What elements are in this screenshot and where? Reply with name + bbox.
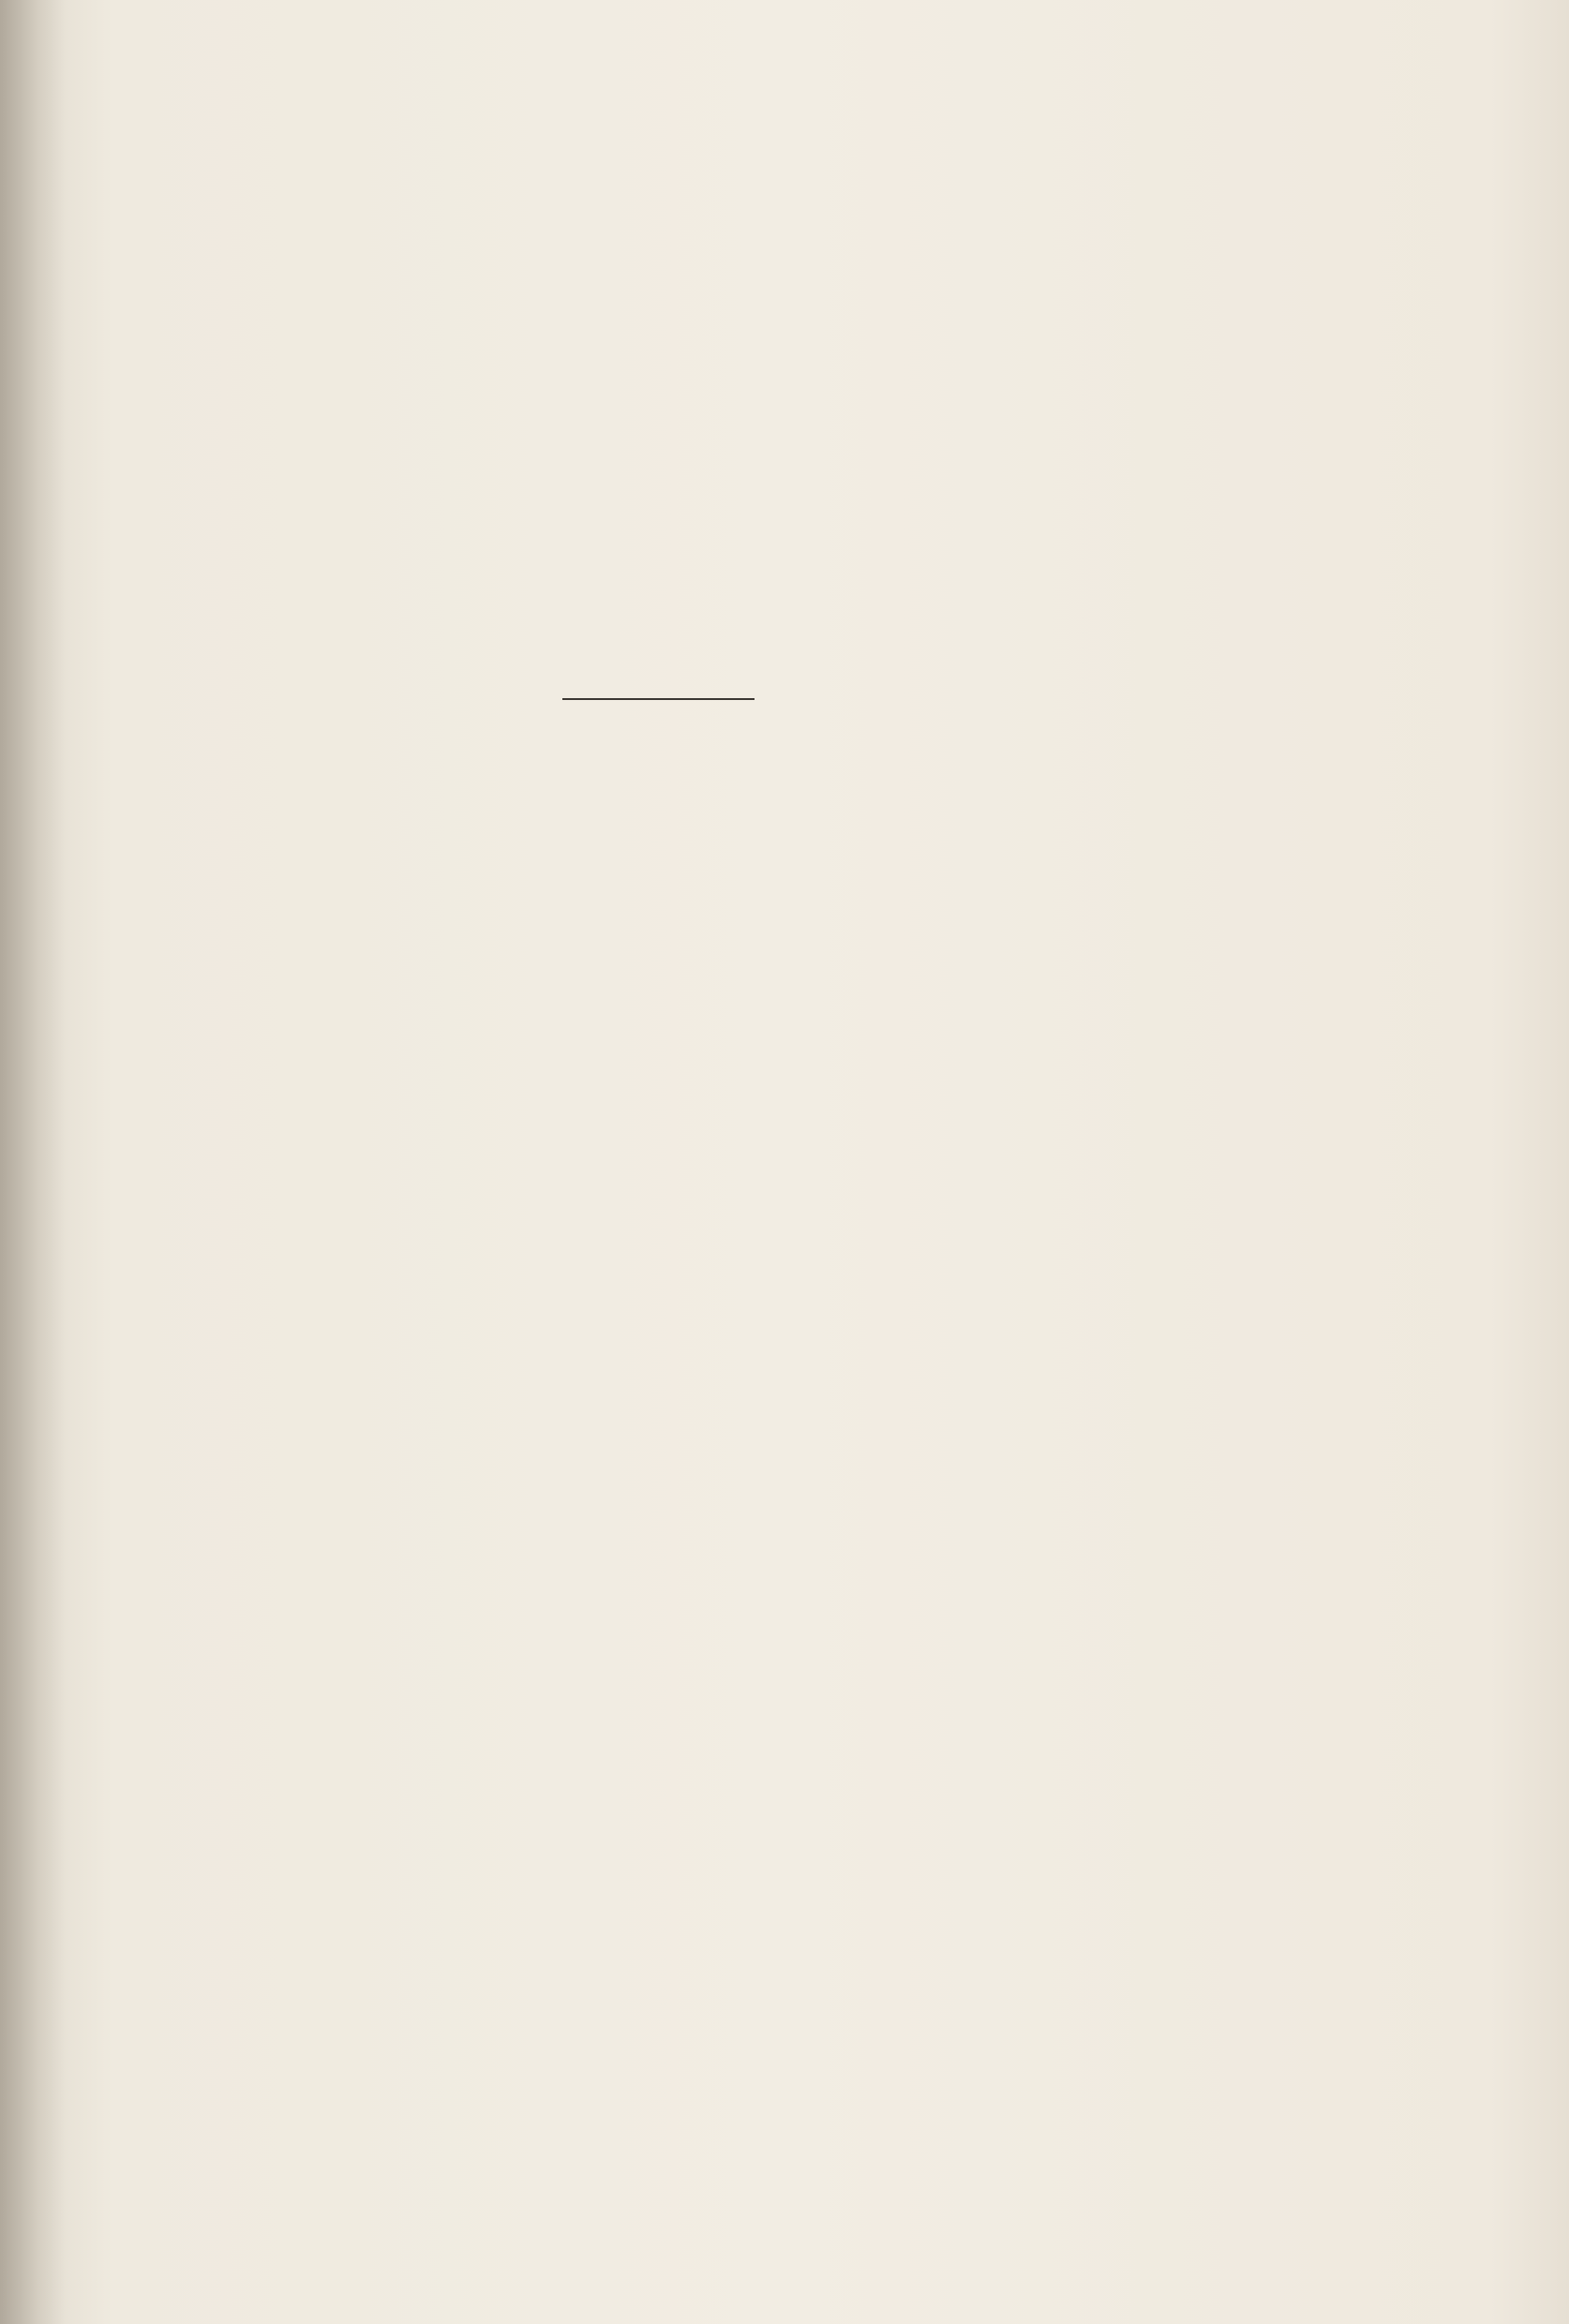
section-divider <box>562 698 755 700</box>
binding-shadow <box>0 0 66 2324</box>
